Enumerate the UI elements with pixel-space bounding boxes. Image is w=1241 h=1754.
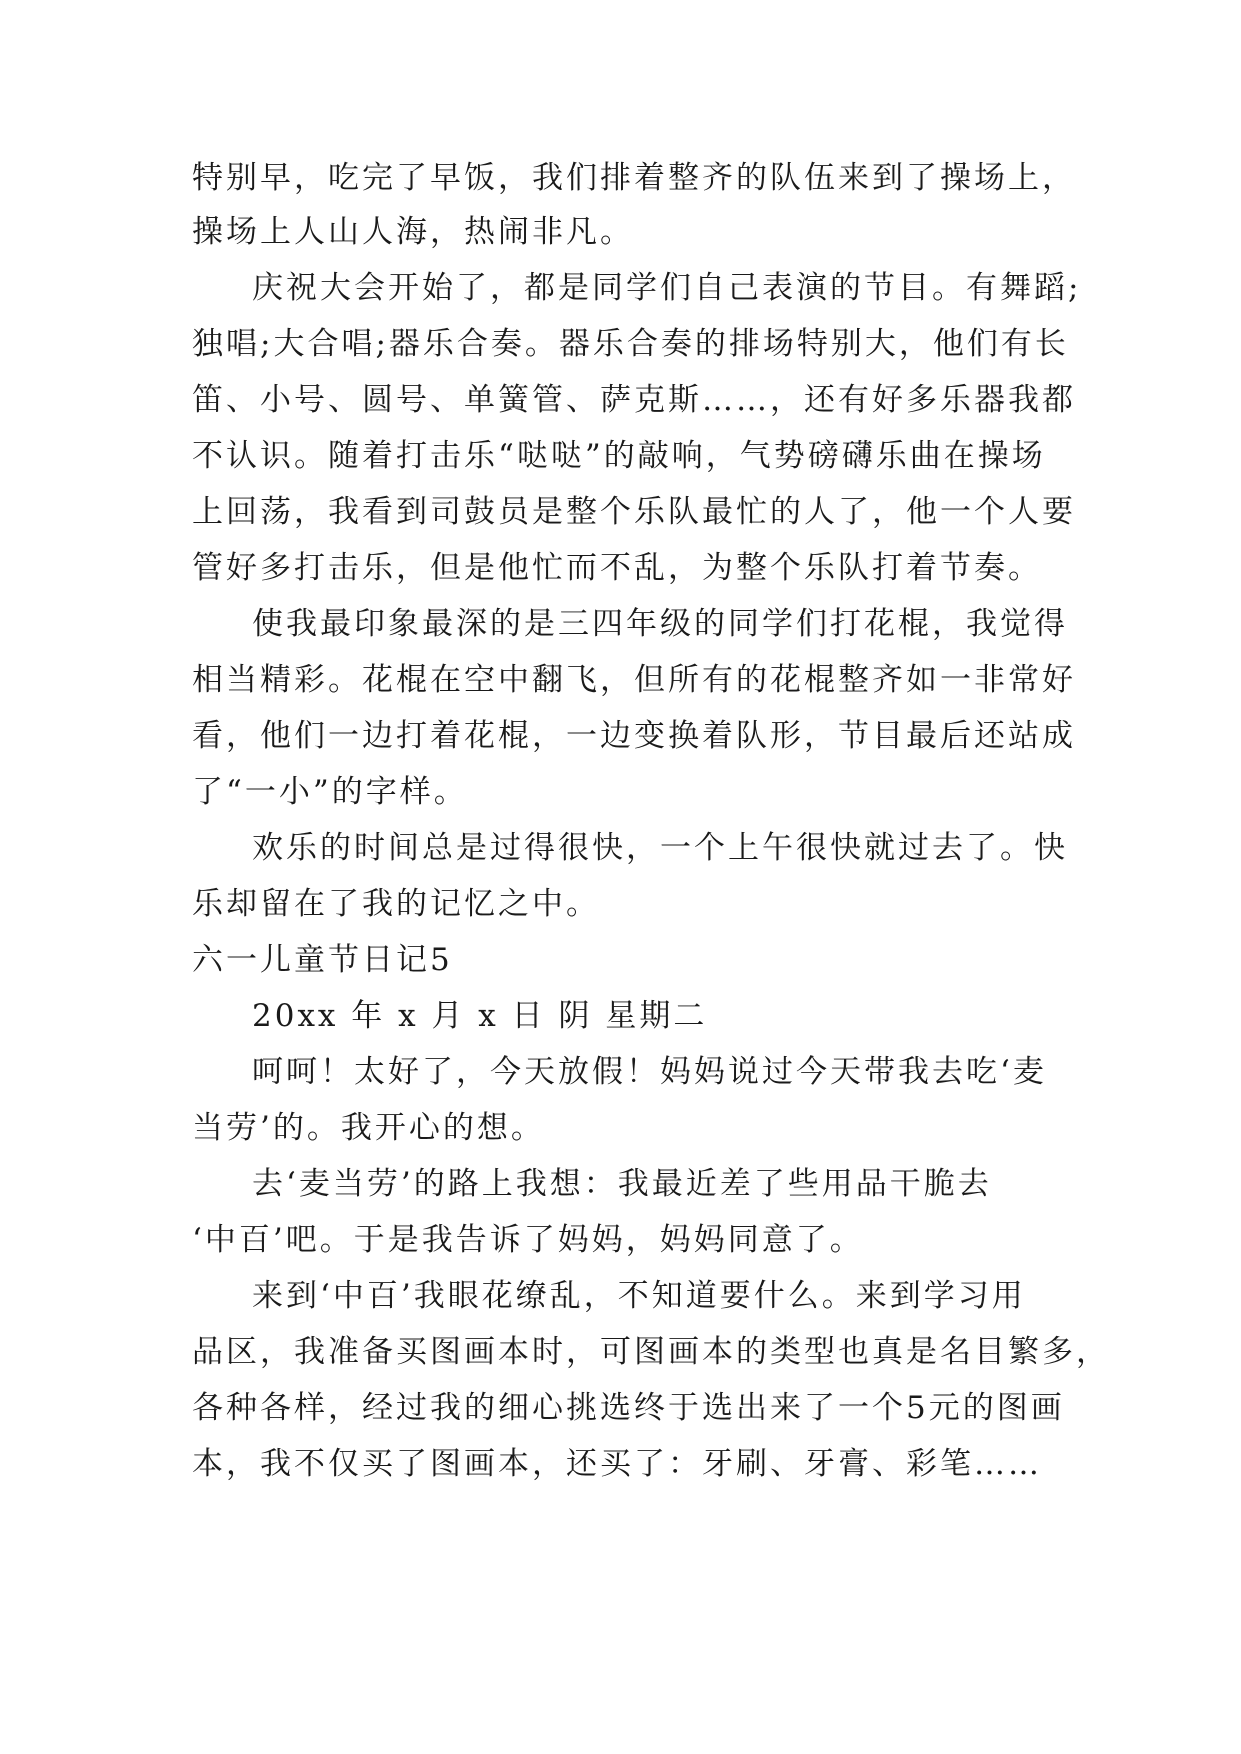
diary-date-line: 20xx 年 x 月 x 日 阴 星期二: [252, 998, 708, 1034]
paragraph-line: 乐却留在了我的记忆之中。: [192, 886, 600, 922]
paragraph-line: 独唱;大合唱;器乐合奏。器乐合奏的排场特别大，他们有长: [192, 326, 1069, 362]
paragraph-line: 各种各样，经过我的细心挑选终于选出来了一个5元的图画: [192, 1390, 1065, 1426]
paragraph-line: 本，我不仅买了图画本，还买了：牙刷、牙膏、彩笔……: [192, 1446, 1042, 1482]
paragraph-line: 操场上人山人海，热闹非凡。: [192, 214, 634, 250]
paragraph-line: 呵呵！太好了，今天放假！妈妈说过今天带我去吃‘麦: [252, 1054, 1047, 1090]
paragraph-line: 管好多打击乐，但是他忙而不乱，为整个乐队打着节奏。: [192, 550, 1042, 586]
paragraph-line: 来到‘中百’我眼花缭乱，不知道要什么。来到学习用: [252, 1278, 1026, 1314]
paragraph-line: 当劳’的。我开心的想。: [192, 1110, 545, 1146]
paragraph-line: ‘中百’吧。于是我告诉了妈妈，妈妈同意了。: [192, 1222, 864, 1258]
paragraph-line: 笛、小号、圆号、单簧管、萨克斯……，还有好多乐器我都: [192, 382, 1076, 418]
paragraph-line: 使我最印象最深的是三四年级的同学们打花棍，我觉得: [252, 606, 1068, 642]
paragraph-line: 庆祝大会开始了，都是同学们自己表演的节目。有舞蹈;: [252, 270, 1082, 306]
paragraph-line: 看，他们一边打着花棍，一边变换着队形，节目最后还站成: [192, 718, 1076, 754]
section-heading: 六一儿童节日记5: [192, 942, 453, 978]
paragraph-line: 品区，我准备买图画本时，可图画本的类型也真是名目繁多，: [192, 1334, 1110, 1370]
paragraph-line: 特别早，吃完了早饭，我们排着整齐的队伍来到了操场上，: [192, 160, 1076, 196]
paragraph-line: 去‘麦当劳’的路上我想：我最近差了些用品干脆去: [252, 1166, 992, 1202]
paragraph-line: 了“一小”的字样。: [192, 774, 468, 810]
paragraph-line: 上回荡，我看到司鼓员是整个乐队最忙的人了，他一个人要: [192, 494, 1076, 530]
paragraph-line: 欢乐的时间总是过得很快，一个上午很快就过去了。快: [252, 830, 1068, 866]
paragraph-line: 相当精彩。花棍在空中翻飞，但所有的花棍整齐如一非常好: [192, 662, 1076, 698]
paragraph-line: 不认识。随着打击乐“哒哒”的敲响，气势磅礴乐曲在操场: [192, 438, 1046, 474]
